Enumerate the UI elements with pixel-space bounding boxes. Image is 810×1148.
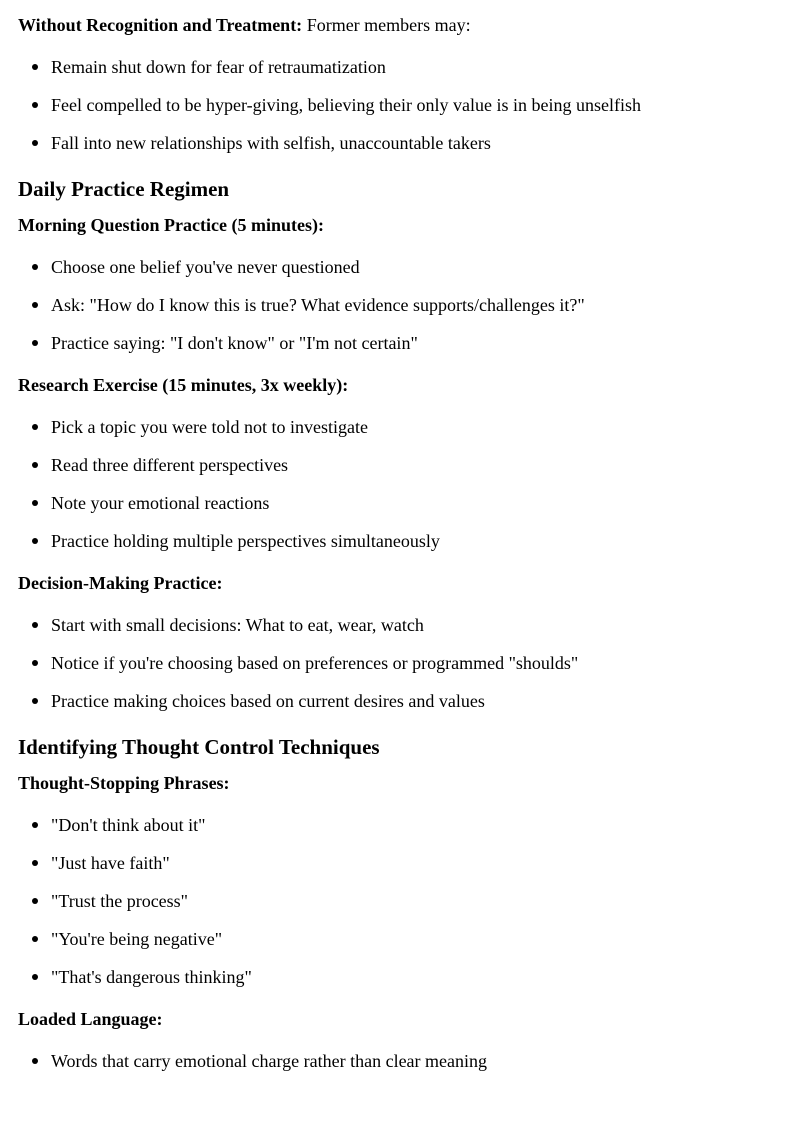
list-item [18,124,810,162]
list-item [18,958,810,996]
list-item [18,408,810,446]
list-item [18,882,810,920]
bullet-icon [32,660,38,666]
list-item-text: Notice if you're choosing based on preferences or programmed "shoulds" [51,653,579,673]
list-item [18,644,810,682]
list-item-text: Ask: "How do I know this is true? What evidence supports/challenges it?" [51,295,585,315]
bullet-icon [32,898,38,904]
research-list [18,408,810,560]
list-item-text: Pick a topic you were told not to investigate [51,417,368,437]
bullet-icon [32,860,38,866]
list-item [18,844,810,882]
list-item-text: "Don't think about it" [51,815,206,835]
bullet-icon [32,1058,38,1064]
list-item-text: "Trust the process" [51,891,189,911]
bullet-icon [32,424,38,430]
list-item-text: Practice making choices based on current desires and values [51,691,485,711]
intro-label: Without Recognition and Treatment: [18,15,303,35]
subheading-morning-question: Morning Question Practice (5 minutes): [18,215,324,235]
thought-stopping-list [18,806,810,996]
bullet-icon [32,974,38,980]
bullet-icon [32,622,38,628]
list-item-text: Fall into new relationships with selfish, unaccountable takers [51,133,491,153]
list-item [18,522,810,560]
list-item-text: Choose one belief you've never questioned [51,257,360,277]
list-item-text: Read three different perspectives [51,455,289,475]
intro-paragraph [18,10,810,40]
bullet-icon [32,936,38,942]
bullet-icon [32,102,38,108]
list-item [18,484,810,522]
list-item-text: Remain shut down for fear of retraumatization [51,57,386,77]
subheading-decision-making: Decision-Making Practice: [18,573,223,593]
section-heading-daily-practice: Daily Practice Regimen [18,177,230,201]
morning-list [18,248,810,362]
bullet-icon [32,140,38,146]
bullet-icon [32,698,38,704]
list-item [18,920,810,958]
list-item-text: Note your emotional reactions [51,493,270,513]
list-item [18,324,810,362]
subheading-research-exercise: Research Exercise (15 minutes, 3x weekly): [18,375,349,395]
bullet-icon [32,302,38,308]
list-item-text: Practice saying: "I don't know" or "I'm not certain" [51,333,418,353]
loaded-language-list [18,1042,810,1080]
list-item [18,286,810,324]
list-item-text: Feel compelled to be hyper-giving, believing their only value is in being unselfish [51,95,642,115]
list-item-text: Practice holding multiple perspectives simultaneously [51,531,440,551]
bullet-icon [32,500,38,506]
list-item [18,48,810,86]
list-item-text: "That's dangerous thinking" [51,967,252,987]
intro-list [18,48,810,162]
list-item-text: "You're being negative" [51,929,223,949]
bullet-icon [32,462,38,468]
list-item-text: Start with small decisions: What to eat, wear, watch [51,615,424,635]
bullet-icon [32,64,38,70]
subheading-thought-stopping: Thought-Stopping Phrases: [18,773,230,793]
list-item [18,682,810,720]
subheading-loaded-language: Loaded Language: [18,1009,163,1029]
bullet-icon [32,340,38,346]
decision-list [18,606,810,720]
intro-text: Former members may: [302,15,471,35]
bullet-icon [32,538,38,544]
list-item-text: Words that carry emotional charge rather than clear meaning [51,1051,488,1071]
section-heading-thought-control: Identifying Thought Control Techniques [18,735,380,759]
list-item [18,606,810,644]
list-item [18,446,810,484]
bullet-icon [32,264,38,270]
list-item [18,806,810,844]
bullet-icon [32,822,38,828]
list-item [18,86,810,124]
list-item-text: "Just have faith" [51,853,170,873]
list-item [18,248,810,286]
list-item [18,1042,810,1080]
